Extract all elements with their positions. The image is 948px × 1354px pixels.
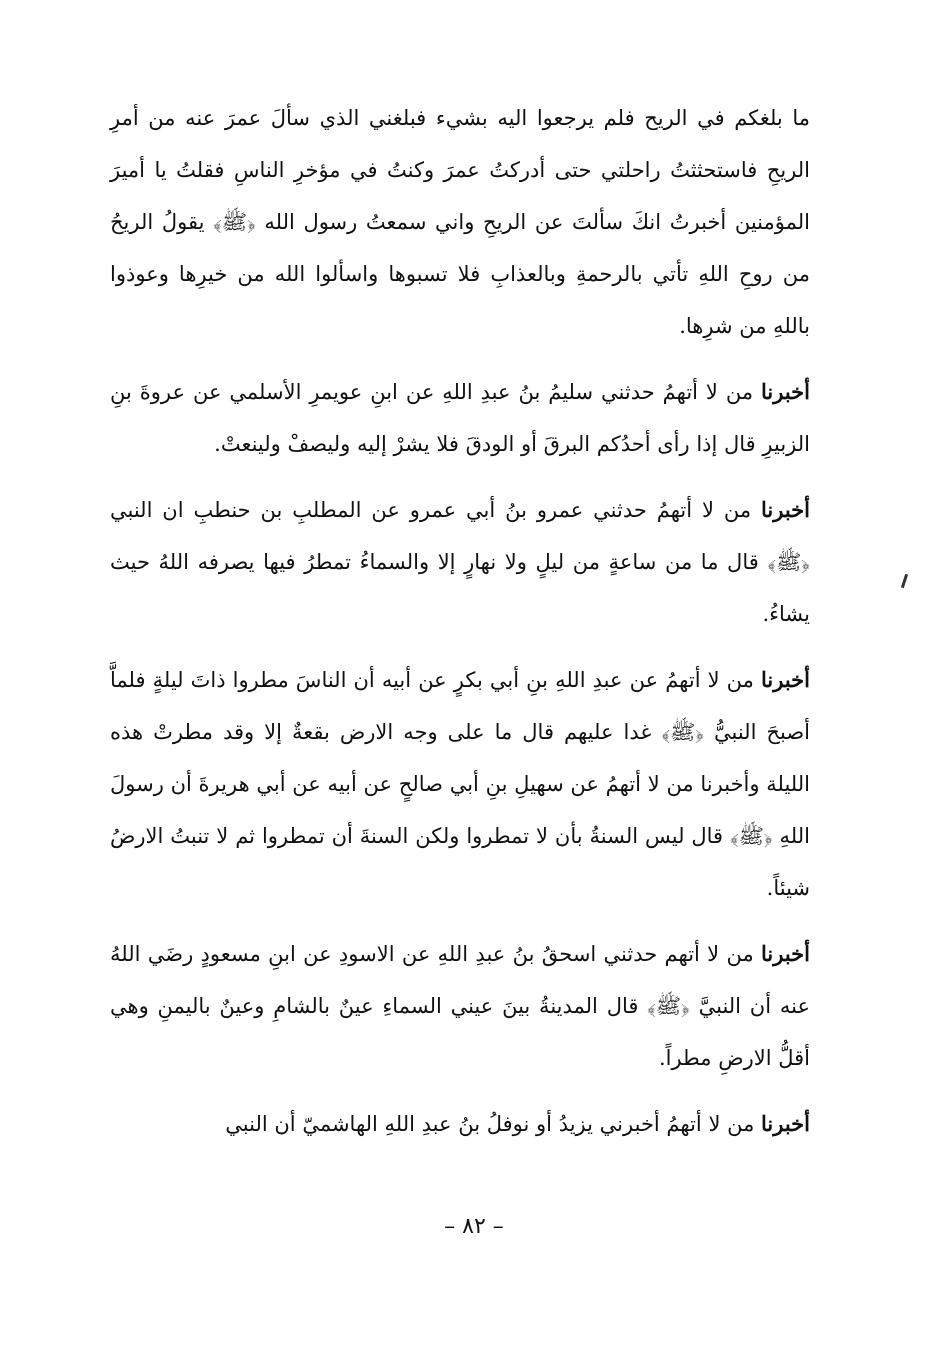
paragraph-4 xyxy=(110,654,810,914)
paragraph-lead: أخبرنا xyxy=(761,379,810,404)
paragraph-1 xyxy=(110,92,810,352)
paragraph-text: من لا أتهم حدثني اسحقُ بنُ عبدِ اللهِ عن الاسودِ عن ابنِ مسعودٍ رضَي اللهُ عنه أن النبيَّ ﴿ﷺ﴾ قال المدينةُ بينَ عيني السماءِ عينٌ بالشامِ وعينٌ باليمنِ وهي أقلُّ الارضِ مطراً. xyxy=(110,942,810,1070)
paragraph-2 xyxy=(110,366,810,470)
paragraph-text: من لا أتهمُ عن عبدِ اللهِ بنِ أبي بكرٍ عن أبيه أن الناسَ مطروا ذاتَ ليلةٍ فلماَّ أصبحَ النبيُّ ﴿ﷺ﴾ غدا عليهم قال ما على وجه الارض بقعةٌ إلا وقد مطرتْ هذه الليلة وأخبرنا من لا أتهمُ عن سهيلِ بنِ أبي صالحٍ عن أبيه عن أبي هريرةَ أن رسولَ اللهِ ﴿ﷺ﴾ قال ليس السنةُ بأن لا تمطروا ولكن السنةَ أن تمطروا ثم لا تنبتُ الارضُ شيئاً. xyxy=(110,668,810,900)
paragraph-lead: أخبرنا xyxy=(761,497,810,522)
paragraph-text: من لا أتهمُ أخبرني يزيدُ أو نوفلُ بنُ عبدِ اللهِ الهاشميّ أن النبي xyxy=(225,1112,762,1136)
paragraph-lead: أخبرنا xyxy=(761,1111,810,1136)
paragraph-6 xyxy=(110,1098,810,1150)
page-number: – ٨٢ – xyxy=(444,1214,504,1239)
paragraph-text: من لا أتهمُ حدثني عمرو بنُ أبي عمرو عن المطلبِ بن حنطبِ ان النبي ﴿ﷺ﴾ قال ما من ساعةٍ من ليلٍ ولا نهارٍ إلا والسماءُ تمطرُ فيها يصرفه اللهُ حيث يشاءُ. xyxy=(110,498,810,626)
margin-mark xyxy=(901,574,908,588)
paragraph-lead: أخبرنا xyxy=(761,667,810,692)
paragraph-5 xyxy=(110,928,810,1084)
paragraph-3 xyxy=(110,484,810,640)
paragraph-text: ما بلغكم في الريح فلم يرجعوا اليه بشيء فبلغني الذي سألَ عمرَ عنه من أمرِ الريحِ فاستحثثتُ راحلتي حتى أدركتُ عمرَ وكنتُ في مؤخرِ الناسِ فقلتُ يا أميرَ المؤمنين أخبرتُ انكَ سألتَ عن الريحِ واني سمعتُ رسول الله ﴿ﷺ﴾ يقولُ الريحُ من روحِ اللهِ تأتي بالرحمةِ وبالعذابِ فلا تسبوها واسألوا الله من خيرِها وعوذوا باللهِ من شرِها. xyxy=(110,106,810,338)
paragraph-text: من لا أتهمُ حدثني سليمُ بنُ عبدِ اللهِ عن ابنِ عويمرِ الأسلمي عن عروةَ بنِ الزبيرِ قال إذا رأى أحدُكم البرقَ أو الودقَ فلا يشرْ إليه وليصفْ ولينعتْ. xyxy=(110,380,810,456)
paragraph-lead: أخبرنا xyxy=(761,941,810,966)
page-body xyxy=(110,92,810,1272)
